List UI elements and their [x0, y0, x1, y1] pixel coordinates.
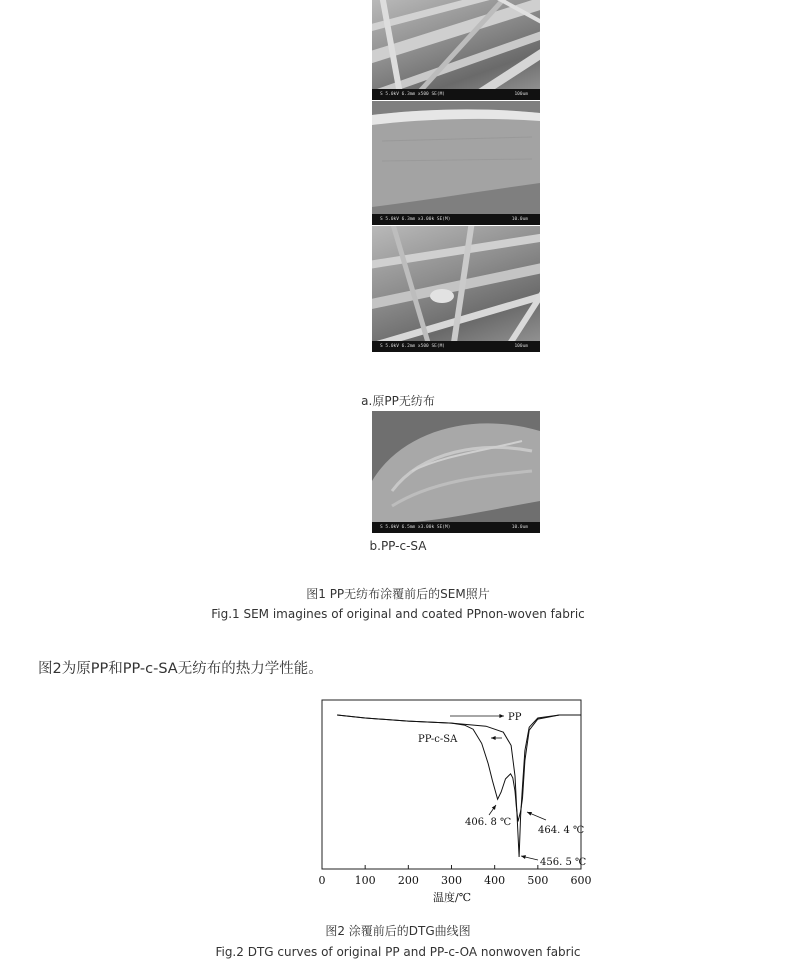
sem-meta: S 5.0kV 6.5mm x3.00k SE(M): [380, 525, 451, 530]
sem-meta: S 5.0kV 6.3mm x500 SE(M): [380, 92, 446, 97]
annotation-label: PP: [508, 712, 522, 723]
x-tick-label: 400: [484, 874, 506, 887]
body-paragraph: 图2为原PP和PP-c-SA无纺布的热力学性能。: [38, 661, 323, 677]
annotation-label: PP-c-SA: [418, 734, 458, 745]
x-tick-label: 300: [441, 874, 462, 887]
fig2-caption-cn: 图2 涂覆前后的DTG曲线图: [325, 924, 471, 938]
fig1-caption-en: Fig.1 SEM imagines of original and coated PPnon-woven fabric: [211, 607, 585, 621]
sem-fiber-texture: [372, 0, 540, 100]
fig1-sub-b-caption: b.PP-c-SA: [369, 539, 427, 553]
annotation-label: 464. 4 ℃: [538, 825, 585, 836]
annotation-arrowhead: [499, 714, 504, 718]
annotation-label: 456. 5 ℃: [540, 857, 587, 868]
annotation-arrowhead: [492, 805, 496, 810]
sem-meta: S 5.0kV 6.2mm x500 SE(M): [380, 344, 446, 349]
sem-scale: 100um: [514, 344, 528, 349]
annotation-label: 406. 8 ℃: [465, 817, 512, 828]
fig1-sub-a-caption: a.原PP无纺布: [361, 394, 435, 408]
sem-image-3: [372, 226, 540, 352]
x-tick-label: 200: [397, 874, 419, 887]
sem-image-1: [372, 0, 540, 100]
plot-frame: [322, 700, 581, 869]
x-tick-label: 0: [318, 874, 326, 887]
sem-fiber-texture: [372, 411, 540, 533]
annotation-arrowhead: [521, 855, 526, 859]
series-line-pp-c-sa: [337, 715, 581, 822]
annotation-arrowhead: [491, 736, 496, 740]
sem-scale: 10.0um: [511, 525, 528, 530]
sem-meta: S 5.0kV 6.3mm x3.00k SE(M): [380, 217, 451, 222]
sem-image-4: [372, 411, 540, 533]
fig2-caption-en: Fig.2 DTG curves of original PP and PP-c-OA nonwoven fabric: [215, 945, 581, 959]
sem-scale: 100um: [514, 92, 528, 97]
x-axis-label: 温度/℃: [432, 891, 472, 904]
dtg-chart: [300, 692, 600, 907]
x-tick-label: 100: [354, 874, 376, 887]
sem-image-2: [372, 101, 540, 225]
sem-scale: 10.0um: [511, 217, 528, 222]
sem-fiber-texture: [372, 101, 540, 225]
x-tick-label: 500: [527, 874, 549, 887]
sem-fiber-texture: [372, 226, 540, 352]
fig1-caption-cn: 图1 PP无纺布涂覆前后的SEM照片: [306, 587, 490, 601]
x-tick-label: 600: [570, 874, 592, 887]
